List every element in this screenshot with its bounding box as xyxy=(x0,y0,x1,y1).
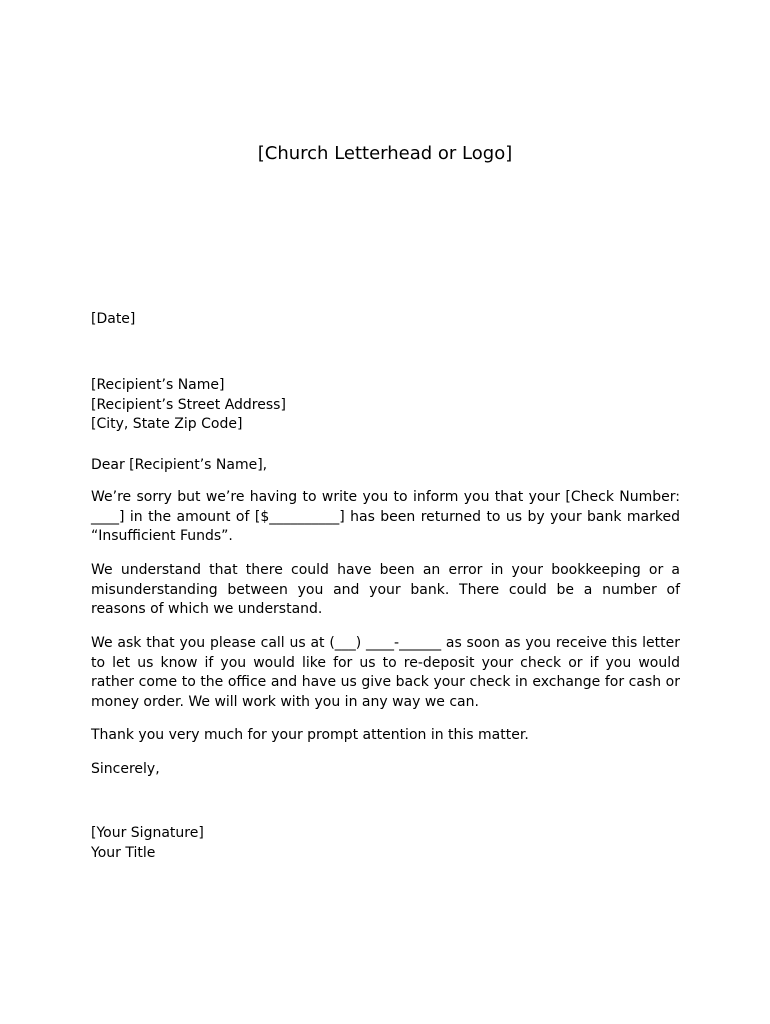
signature-block xyxy=(91,824,680,863)
signature-placeholder: [Your Signature] xyxy=(91,825,204,841)
recipient-address-block xyxy=(91,376,680,435)
paragraph-understanding: We understand that there could have been an error in your bookkeeping or a misunderstanding between you and your bank. There could be a number of reasons of which we understand. xyxy=(91,562,680,618)
recipient-city-state-zip: [City, State Zip Code] xyxy=(91,416,243,433)
date-line: [Date] xyxy=(91,311,136,327)
salutation: Dear [Recipient’s Name], xyxy=(91,457,268,473)
signer-title: Your Title xyxy=(91,844,156,861)
paragraph-returned-check: We’re sorry but we’re having to write you to inform you that your [Check Number: ____] in the amount of [$__________] has been returned to us by your bank marked “Insufficient Funds”. xyxy=(91,489,680,545)
recipient-name: [Recipient’s Name] xyxy=(91,377,225,393)
closing: Sincerely, xyxy=(91,761,160,777)
recipient-street: [Recipient’s Street Address] xyxy=(91,396,286,413)
paragraph-thank-you: Thank you very much for your prompt attention in this matter. xyxy=(91,727,529,743)
letterhead-placeholder: [Church Letterhead or Logo] xyxy=(257,143,513,164)
paragraph-call-request: We ask that you please call us at (___) ____-______ as soon as you receive this letter to let us know if you would like for us to re-deposit your check or if you would rather come to the office and have us give back your check in exchange for cash or money order. We will work with you in any way we can. xyxy=(91,635,680,711)
